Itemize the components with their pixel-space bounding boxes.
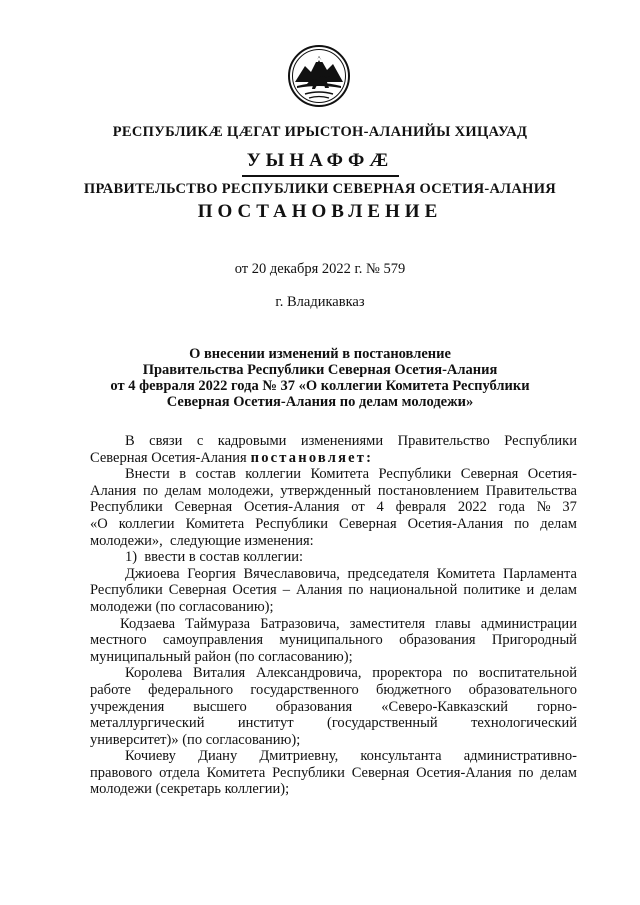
body-line xyxy=(90,466,577,483)
body-word: Батразовича, xyxy=(260,615,340,632)
body-word: самоуправления xyxy=(162,632,264,649)
body-line xyxy=(90,450,577,467)
body-word: № xyxy=(536,499,551,516)
body-word: – xyxy=(282,582,290,599)
body-word: Осетия-Алания xyxy=(244,499,340,516)
body-word: Дмитриевну, xyxy=(259,748,339,765)
member-line xyxy=(90,632,577,649)
body-word: Пригородный xyxy=(491,632,577,649)
member-line xyxy=(90,616,577,633)
body-word: Республики xyxy=(272,764,345,781)
body-word: администрации xyxy=(480,615,577,632)
body-text: молодежи», следующие изменения: xyxy=(90,532,314,549)
body-word: Комитета xyxy=(436,565,496,582)
body-word: Таймураза xyxy=(185,615,251,632)
body-line xyxy=(90,483,577,500)
resolution-heading: ПОСТАНОВЛЕНИЕ xyxy=(197,201,443,222)
body-word: кадровыми xyxy=(217,433,287,449)
body-word: национальной xyxy=(369,582,458,599)
resolves-keyword: постановляет: xyxy=(250,449,374,466)
body-word: от xyxy=(351,499,365,516)
body-word: высшего xyxy=(193,698,247,715)
body-word: консультанта xyxy=(360,748,442,765)
body-word: Осетия-Алания xyxy=(407,515,504,532)
body-word: 2022 xyxy=(457,499,487,516)
document-date: от 20 декабря 2022 г. № 579 xyxy=(234,261,406,277)
body-word: Осетия-Алания xyxy=(416,764,512,781)
body-word: образования xyxy=(275,698,353,715)
body-word: Георгия xyxy=(187,565,236,582)
body-word: Кочиеву xyxy=(125,748,176,765)
member-line xyxy=(90,699,577,716)
ossetian-resolution-heading: УЫНАФФӔ xyxy=(246,150,394,171)
body-word: делам xyxy=(164,482,202,499)
body-word: Республики xyxy=(504,433,577,449)
body-word: горно- xyxy=(537,698,577,715)
body-word: Алания xyxy=(296,582,343,599)
body-word: учреждения xyxy=(90,698,165,715)
body-word: Внести xyxy=(125,466,170,483)
body-text: молодежи (по согласованию); xyxy=(90,598,274,615)
subject-line: О внесении изменений в постановление xyxy=(189,346,451,362)
body-word: Северная xyxy=(174,499,233,516)
body-word: Алания xyxy=(90,482,137,499)
subject-line: Северная Осетия-Алания по делам молодежи» xyxy=(166,394,474,410)
body-word: по xyxy=(348,582,364,599)
body-word: Диану xyxy=(198,748,238,765)
body-word: Республики xyxy=(378,466,452,483)
body-word: муниципального xyxy=(279,632,383,649)
body-word: по xyxy=(518,764,534,781)
body-word: состав xyxy=(195,466,236,483)
member-line xyxy=(90,566,577,583)
body-word: Осетия xyxy=(232,582,277,599)
body-word: Комитета xyxy=(185,515,245,532)
body-line xyxy=(90,433,577,450)
member-line xyxy=(90,599,577,616)
body-word: с xyxy=(196,433,204,449)
body-line xyxy=(90,516,577,533)
body-word: коллегии xyxy=(118,515,175,532)
body-word: Комитета xyxy=(310,466,370,483)
body-word: проректора xyxy=(372,665,443,682)
list-item xyxy=(90,549,577,566)
body-word: Северная xyxy=(168,582,227,599)
body-word: утвержденный xyxy=(280,482,372,499)
body-word: воспитательной xyxy=(478,665,577,682)
body-word: В xyxy=(125,433,135,449)
body-word: Республики xyxy=(255,515,328,532)
body-word: работе xyxy=(90,681,131,698)
body-text: молодежи (секретарь коллегии); xyxy=(90,781,290,798)
body-word: по xyxy=(514,515,530,532)
member-line xyxy=(90,665,577,682)
body-word: делам xyxy=(540,515,577,532)
body-word: Виталия xyxy=(193,665,246,682)
body-word: по xyxy=(452,665,468,682)
member-line xyxy=(90,765,577,782)
member-line xyxy=(90,682,577,699)
body-word: бюджетного xyxy=(376,681,452,698)
body-word: Северная xyxy=(351,764,410,781)
body-word: Джиоева xyxy=(125,565,180,582)
body-word: образовательного xyxy=(468,681,577,698)
body-word: технологический xyxy=(471,715,577,732)
body-line xyxy=(90,499,577,516)
body-word: Республики xyxy=(90,582,163,599)
heading-underline xyxy=(242,175,399,177)
document-city: г. Владикавказ xyxy=(275,294,365,310)
body-word: Кодзаева xyxy=(120,615,176,632)
body-word: года xyxy=(498,499,525,516)
body-word: 4 xyxy=(376,499,384,516)
body-word: федерального xyxy=(148,681,234,698)
member-line xyxy=(90,715,577,732)
body-word: и xyxy=(526,582,535,599)
coat-of-arms-icon xyxy=(287,44,351,108)
member-line xyxy=(90,649,577,666)
body-word: февраля xyxy=(395,499,447,516)
body-word: «Северо-Кавказский xyxy=(381,698,509,715)
body-text: 1) ввести в состав коллегии: xyxy=(125,549,304,566)
body-word: Королева xyxy=(125,665,183,682)
body-word: молодежи, xyxy=(208,482,274,499)
member-line xyxy=(90,732,577,749)
body-word: связи xyxy=(149,433,183,449)
body-word: отдела xyxy=(159,764,200,781)
body-word: Республики xyxy=(90,499,163,516)
body-text: Северная Осетия-Алания xyxy=(90,449,247,466)
government-title: ПРАВИТЕЛЬСТВО РЕСПУБЛИКИ СЕВЕРНАЯ ОСЕТИЯ-АЛАНИЯ xyxy=(83,181,557,197)
body-word: политике xyxy=(463,582,521,599)
body-word: председателя xyxy=(347,565,430,582)
subject-line: от 4 февраля 2022 года № 37 «О коллегии Комитета Республики xyxy=(110,378,530,394)
body-word: в xyxy=(179,466,187,483)
body-word: Северная xyxy=(339,515,397,532)
body-word: главы xyxy=(435,615,471,632)
body-word: постановлением xyxy=(377,482,480,499)
body-word: делам xyxy=(540,764,577,781)
body-word: коллегии xyxy=(245,466,302,483)
body-word: Вячеславовича, xyxy=(243,565,340,582)
body-word: 37 xyxy=(562,499,577,516)
body-word: Парламента xyxy=(502,565,577,582)
body-word: заместителя xyxy=(349,615,426,632)
body-word: правового xyxy=(90,764,153,781)
subject-line: Правительства Республики Северная Осетия-Алания xyxy=(142,362,498,378)
body-word: Осетия- xyxy=(527,466,577,483)
body-word: Правительства xyxy=(485,482,577,499)
body-word: металлургический xyxy=(90,715,205,732)
body-word: «О xyxy=(90,515,108,532)
body-word: Александровича, xyxy=(256,665,362,682)
member-line xyxy=(90,748,577,765)
body-word: государственного xyxy=(250,681,359,698)
body-word: (государственный xyxy=(327,715,438,732)
body-word: Правительство xyxy=(397,433,490,449)
body-word: местного xyxy=(90,632,147,649)
body-word: делам xyxy=(540,582,577,599)
ossetian-government-title: РЕСПУБЛИКӔ ЦӔГАТ ИРЫСТОН-АЛАНИЙЫ ХИЦАУАД xyxy=(112,124,528,140)
body-text: муниципальный район (по согласованию); xyxy=(90,648,353,665)
body-word: по xyxy=(143,482,159,499)
body-word: институт xyxy=(237,715,294,732)
body-word: административно- xyxy=(463,748,577,765)
body-word: Северная xyxy=(460,466,519,483)
body-word: образования xyxy=(399,632,476,649)
body-line xyxy=(90,533,577,550)
document-subject xyxy=(0,346,640,410)
document-body xyxy=(90,433,577,798)
member-line xyxy=(90,582,577,599)
body-text: университет)» (по согласованию); xyxy=(90,731,301,748)
body-word: изменениями xyxy=(300,433,384,449)
body-word: Комитета xyxy=(206,764,266,781)
member-line xyxy=(90,781,577,798)
